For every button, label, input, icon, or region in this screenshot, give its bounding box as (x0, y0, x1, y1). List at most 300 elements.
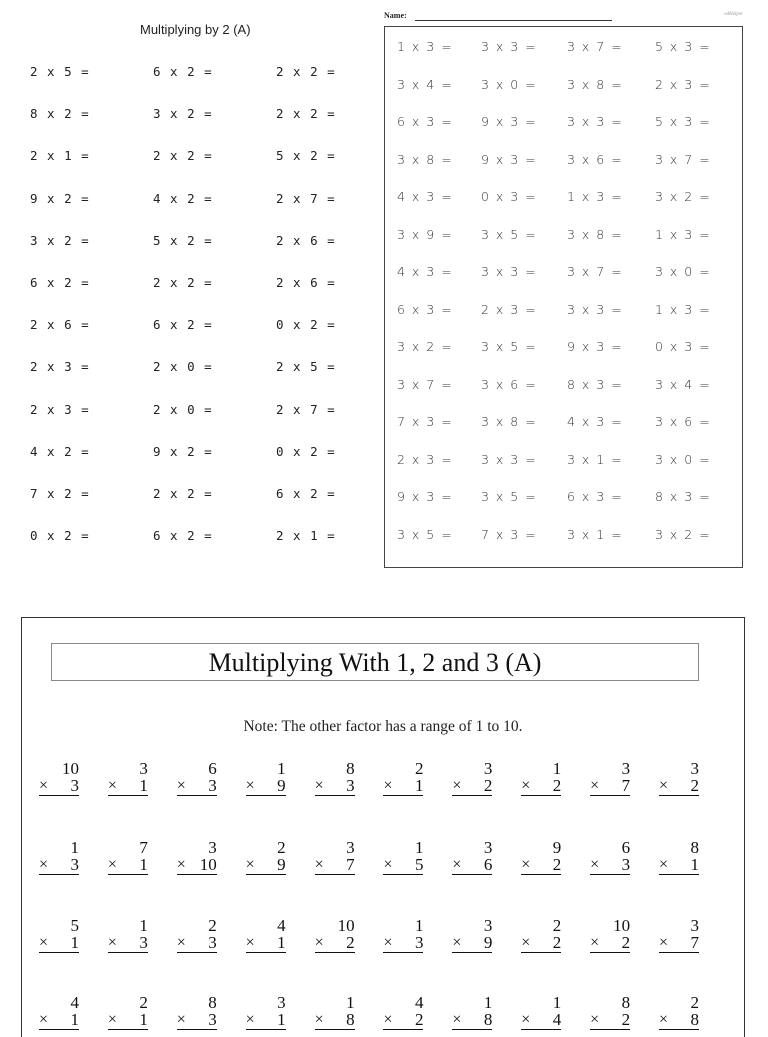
multiply-sign: × (107, 777, 117, 794)
problem-row (39, 917, 719, 953)
problem-cell: 1 x 3 = (655, 226, 712, 242)
problem-cell: 1 x 3 = (567, 189, 624, 204)
top-factor: 1 (139, 916, 148, 935)
top-factor: 6 (621, 838, 631, 857)
problem-cell: 2 x 3 = (397, 451, 454, 467)
bottom-factor: 7 (690, 933, 700, 952)
bottom-factor: 3 (70, 776, 79, 795)
problem-cell: 4 x 3 = (397, 264, 454, 279)
top-factor: 8 (208, 993, 217, 1012)
multiply-sign: × (39, 777, 49, 794)
bottom-factor-line (383, 1011, 423, 1030)
bottom-factor-line (177, 1011, 217, 1030)
multiply-sign: × (245, 1011, 255, 1028)
bottom-factor: 9 (277, 855, 286, 874)
vertical-problem (177, 839, 217, 875)
problem-cell: 3 x 3 = (481, 39, 538, 54)
bottom-factor-line (659, 777, 699, 796)
problem-cell: 2 x 6 = (30, 317, 90, 333)
bottom-factor: 1 (277, 1010, 286, 1029)
bottom-factor-line (246, 1011, 286, 1030)
problem-cell: 9 x 2 = (153, 443, 213, 459)
title-box (51, 643, 699, 681)
top-factor: 8 (621, 993, 631, 1012)
top-factor: 3 (690, 916, 700, 935)
problem-cell: 3 x 5 = (481, 489, 538, 504)
top-factor: 3 (483, 916, 493, 935)
multiply-sign: × (245, 777, 255, 794)
multiply-sign: × (383, 856, 393, 873)
problem-cell: 7 x 3 = (481, 526, 538, 542)
multiply-sign: × (383, 934, 393, 951)
vertical-problem (246, 994, 286, 1030)
top-factor: 3 (483, 838, 493, 857)
problem-cell: 9 x 3 = (567, 339, 624, 354)
problem-cell: 3 x 9 = (397, 226, 454, 242)
bottom-factor-line (452, 1011, 492, 1030)
problem-cell: 3 x 6 = (655, 414, 712, 429)
bottom-factor: 3 (208, 776, 217, 795)
top-factor: 3 (483, 759, 493, 778)
problem-cell: 2 x 2 = (276, 64, 336, 79)
multiply-sign: × (590, 934, 600, 951)
bottom-factor-line (452, 777, 492, 796)
top-factor: 2 (690, 993, 700, 1012)
multiply-sign: × (383, 777, 393, 794)
bottom-factor: 3 (208, 1010, 217, 1029)
top-factor: 10 (613, 916, 631, 935)
problem-cell: 3 x 5 = (481, 226, 538, 242)
worksheet-multiplying-1-2-3 (21, 617, 745, 1037)
bottom-factor-line (246, 777, 286, 796)
vertical-problem (452, 917, 492, 953)
problem-cell: 3 x 3 = (481, 264, 538, 279)
brand-mark: edHelper (724, 12, 743, 17)
problem-cell: 8 x 2 = (30, 106, 90, 122)
problem-cell: 2 x 2 = (153, 485, 213, 501)
bottom-factor: 8 (690, 1010, 700, 1029)
top-factor: 2 (552, 916, 562, 935)
multiply-sign: × (590, 1011, 600, 1028)
bottom-factor-line (659, 856, 699, 875)
problem-cell: 4 x 3 = (567, 414, 624, 429)
problem-cell: 2 x 2 = (153, 148, 213, 164)
problem-cell: 3 x 2 = (30, 232, 90, 248)
multiply-sign: × (521, 934, 531, 951)
top-factor: 1 (483, 993, 493, 1012)
bottom-factor-line (383, 934, 423, 953)
bottom-factor-line (315, 856, 355, 875)
top-factor: 1 (70, 838, 79, 857)
top-factor: 3 (621, 759, 631, 778)
bottom-factor-line (39, 856, 79, 875)
problem-cell: 2 x 6 = (276, 232, 336, 248)
vertical-problem (39, 994, 79, 1030)
multiply-sign: × (176, 856, 186, 873)
bottom-factor-line (452, 856, 492, 875)
problem-cell: 3 x 6 = (481, 376, 538, 392)
bottom-factor: 9 (483, 933, 493, 952)
problem-cell: 2 x 3 = (655, 76, 712, 92)
problem-cell: 3 x 8 = (481, 414, 538, 429)
bottom-factor-line (590, 934, 630, 953)
problem-cell: 2 x 1 = (30, 148, 90, 164)
problem-cell: 2 x 5 = (276, 359, 336, 375)
problem-cell: 6 x 2 = (153, 528, 213, 544)
vertical-problem (590, 760, 630, 796)
bottom-factor-line (521, 1011, 561, 1030)
bottom-factor-line (39, 934, 79, 953)
multiply-sign: × (245, 934, 255, 951)
vertical-problem (315, 839, 355, 875)
bottom-factor: 2 (414, 1010, 424, 1029)
bottom-factor-line (315, 934, 355, 953)
top-factor: 8 (690, 838, 700, 857)
multiply-sign: × (521, 1011, 531, 1028)
problem-cell: 3 x 0 = (655, 264, 712, 279)
problem-cell: 3 x 5 = (397, 526, 454, 542)
problem-cell: 3 x 1 = (567, 451, 624, 467)
problem-cell: 6 x 3 = (397, 114, 454, 129)
top-factor: 4 (70, 993, 79, 1012)
multiply-sign: × (659, 777, 669, 794)
problem-cell: 0 x 2 = (276, 443, 336, 459)
problem-cell: 8 x 3 = (567, 376, 624, 392)
problem-cell: 9 x 3 = (481, 151, 538, 167)
top-factor: 5 (70, 916, 79, 935)
vertical-problem (659, 994, 699, 1030)
vertical-problem (590, 917, 630, 953)
vertical-problem (590, 994, 630, 1030)
top-factor: 1 (552, 993, 562, 1012)
top-factor: 1 (346, 993, 355, 1012)
worksheet-title: Multiplying by 2 (A) (140, 22, 251, 37)
problem-cell: 3 x 5 = (481, 339, 538, 354)
problem-cell: 2 x 7 = (276, 401, 336, 417)
bottom-factor: 8 (483, 1010, 493, 1029)
bottom-factor: 2 (621, 933, 631, 952)
bottom-factor-line (383, 777, 423, 796)
bottom-factor: 1 (70, 933, 79, 952)
problem-cell: 1 x 3 = (655, 301, 712, 317)
multiply-sign: × (659, 1011, 669, 1028)
multiply-sign: × (314, 1011, 324, 1028)
bottom-factor: 3 (70, 855, 79, 874)
problem-cell: 9 x 3 = (397, 489, 454, 504)
bottom-factor: 2 (346, 933, 355, 952)
problem-cell: 3 x 2 = (655, 189, 712, 204)
problem-grid (30, 64, 376, 570)
multiply-sign: × (659, 934, 669, 951)
problem-cell: 3 x 0 = (481, 76, 538, 92)
bottom-factor-line (590, 777, 630, 796)
multiply-sign: × (590, 856, 600, 873)
multiply-sign: × (452, 934, 462, 951)
top-factor: 4 (414, 993, 424, 1012)
bottom-factor: 1 (139, 776, 148, 795)
top-factor: 6 (208, 759, 217, 778)
worksheet-multiplying-by-3 (384, 8, 745, 570)
problem-row (39, 760, 719, 796)
problem-cell: 5 x 2 = (153, 232, 213, 248)
top-factor: 3 (346, 838, 355, 857)
bottom-factor: 3 (621, 855, 631, 874)
vertical-problem (108, 994, 148, 1030)
problem-cell: 3 x 7 = (655, 151, 712, 167)
problem-cell: 8 x 3 = (655, 489, 712, 504)
problem-cell: 2 x 0 = (153, 359, 213, 375)
bottom-factor-line (246, 934, 286, 953)
problem-cell: 6 x 3 = (397, 301, 454, 317)
multiply-sign: × (107, 1011, 117, 1028)
bottom-factor-line (177, 777, 217, 796)
problem-cell: 7 x 2 = (30, 485, 90, 501)
bottom-factor-line (246, 856, 286, 875)
problem-cell: 3 x 4 = (397, 76, 454, 92)
vertical-problem (246, 917, 286, 953)
bottom-factor: 2 (621, 1010, 631, 1029)
range-note: Note: The other factor has a range of 1 to 10. (243, 718, 523, 735)
multiply-sign: × (452, 856, 462, 873)
problem-cell: 5 x 3 = (655, 114, 712, 129)
problem-cell: 6 x 2 = (153, 64, 213, 79)
problem-row (39, 994, 719, 1030)
problem-cell: 0 x 3 = (655, 339, 712, 354)
problem-cell: 0 x 2 = (30, 528, 90, 544)
problem-row (39, 839, 719, 875)
problem-cell: 7 x 3 = (397, 414, 454, 429)
bottom-factor: 4 (552, 1010, 562, 1029)
problem-cell: 3 x 8 = (567, 76, 624, 92)
vertical-problem (521, 760, 561, 796)
bottom-factor-line (659, 934, 699, 953)
worksheet-multiplying-by-2 (0, 0, 380, 570)
problem-cell: 3 x 2 = (397, 339, 454, 354)
vertical-problem (108, 839, 148, 875)
vertical-problem (452, 760, 492, 796)
bottom-factor: 1 (277, 933, 286, 952)
vertical-problem (315, 994, 355, 1030)
bottom-factor: 9 (277, 776, 286, 795)
problem-cell: 3 x 7 = (397, 376, 454, 392)
bottom-factor: 7 (346, 855, 355, 874)
top-factor: 1 (414, 838, 424, 857)
problem-cell: 6 x 2 = (30, 274, 90, 290)
multiply-sign: × (452, 777, 462, 794)
bottom-factor: 2 (552, 776, 562, 795)
vertical-problem (315, 760, 355, 796)
vertical-problem (659, 917, 699, 953)
bottom-factor-line (108, 856, 148, 875)
multiply-sign: × (39, 1011, 49, 1028)
vertical-problem (521, 917, 561, 953)
problem-cell: 0 x 2 = (276, 317, 336, 333)
vertical-problem (177, 760, 217, 796)
vertical-problem (108, 760, 148, 796)
problem-cell: 5 x 2 = (276, 148, 336, 164)
problem-cell: 3 x 7 = (567, 264, 624, 279)
bottom-factor: 8 (346, 1010, 355, 1029)
vertical-problem (246, 760, 286, 796)
problem-cell: 5 x 3 = (655, 39, 712, 54)
bottom-factor-line (108, 934, 148, 953)
bottom-factor-line (108, 777, 148, 796)
vertical-problem (383, 839, 423, 875)
bottom-factor-line (39, 777, 79, 796)
top-factor: 1 (277, 759, 286, 778)
problem-cell: 3 x 0 = (655, 451, 712, 467)
problem-cell: 3 x 1 = (567, 526, 624, 542)
problem-cell: 4 x 3 = (397, 189, 454, 204)
multiply-sign: × (383, 1011, 393, 1028)
top-factor: 7 (139, 838, 148, 857)
problem-box (384, 26, 743, 568)
top-factor: 1 (414, 916, 424, 935)
problem-cell: 2 x 3 = (30, 359, 90, 375)
problem-cell: 3 x 8 = (397, 151, 454, 167)
bottom-factor: 2 (690, 776, 700, 795)
vertical-problem (315, 917, 355, 953)
multiply-sign: × (659, 856, 669, 873)
vertical-problem (39, 839, 79, 875)
bottom-factor-line (590, 856, 630, 875)
bottom-factor: 2 (552, 933, 562, 952)
problem-cell: 3 x 2 = (655, 526, 712, 542)
problem-cell: 2 x 2 = (276, 106, 336, 122)
bottom-factor: 3 (414, 933, 424, 952)
top-factor: 10 (62, 759, 79, 778)
top-factor: 2 (414, 759, 424, 778)
worksheet-title: Multiplying With 1, 2 and 3 (A) (208, 648, 542, 677)
top-factor: 4 (277, 916, 286, 935)
vertical-problem (452, 839, 492, 875)
problem-cell: 4 x 2 = (30, 443, 90, 459)
problem-cell: 3 x 6 = (567, 151, 624, 167)
top-factor: 3 (139, 759, 148, 778)
problem-cell: 1 x 3 = (397, 39, 454, 54)
problem-cell: 9 x 3 = (481, 114, 538, 129)
bottom-factor-line (39, 1011, 79, 1030)
top-factor: 8 (346, 759, 355, 778)
vertical-problem (659, 839, 699, 875)
problem-cell: 2 x 3 = (481, 301, 538, 317)
multiply-sign: × (176, 934, 186, 951)
name-line (415, 20, 612, 21)
top-factor: 2 (277, 838, 286, 857)
bottom-factor: 10 (199, 855, 217, 874)
problem-grid (397, 39, 735, 564)
vertical-problem (383, 917, 423, 953)
bottom-factor-line (590, 1011, 630, 1030)
multiply-sign: × (452, 1011, 462, 1028)
multiply-sign: × (590, 777, 600, 794)
top-factor: 2 (208, 916, 217, 935)
problem-cell: 3 x 2 = (153, 106, 213, 122)
vertical-problem (521, 839, 561, 875)
bottom-factor: 3 (208, 933, 217, 952)
multiply-sign: × (314, 856, 324, 873)
multiply-sign: × (107, 856, 117, 873)
problem-cell: 3 x 4 = (655, 376, 712, 392)
problem-cell: 2 x 0 = (153, 401, 213, 417)
vertical-problem (521, 994, 561, 1030)
top-factor: 3 (277, 993, 286, 1012)
multiply-sign: × (521, 777, 531, 794)
vertical-problem (452, 994, 492, 1030)
bottom-factor: 3 (139, 933, 148, 952)
vertical-problem (39, 760, 79, 796)
bottom-factor-line (177, 934, 217, 953)
vertical-problem (383, 994, 423, 1030)
vertical-problem (108, 917, 148, 953)
bottom-factor-line (521, 777, 561, 796)
multiply-sign: × (521, 856, 531, 873)
bottom-factor-line (521, 934, 561, 953)
name-label: Name: (384, 11, 407, 20)
top-factor: 10 (337, 916, 355, 935)
bottom-factor-line (108, 1011, 148, 1030)
top-factor: 1 (552, 759, 562, 778)
problem-cell: 3 x 3 = (567, 114, 624, 129)
bottom-factor: 2 (552, 855, 562, 874)
bottom-factor: 5 (414, 855, 424, 874)
top-factor: 3 (208, 838, 217, 857)
bottom-factor-line (659, 1011, 699, 1030)
bottom-factor: 1 (70, 1010, 79, 1029)
problem-cell: 2 x 6 = (276, 274, 336, 290)
multiply-sign: × (245, 856, 255, 873)
problem-cell: 2 x 3 = (30, 401, 90, 417)
multiply-sign: × (107, 934, 117, 951)
bottom-factor-line (315, 777, 355, 796)
vertical-problem (177, 917, 217, 953)
bottom-factor-line (177, 856, 217, 875)
problem-cell: 2 x 7 = (276, 190, 336, 206)
problem-cell: 3 x 8 = (567, 226, 624, 242)
problem-cell: 4 x 2 = (153, 190, 213, 206)
vertical-problem (383, 760, 423, 796)
bottom-factor: 7 (621, 776, 631, 795)
multiply-sign: × (176, 1011, 186, 1028)
problem-cell: 6 x 3 = (567, 489, 624, 504)
bottom-factor: 6 (483, 855, 493, 874)
multiply-sign: × (314, 934, 324, 951)
problem-cell: 6 x 2 = (153, 317, 213, 333)
problem-cell: 9 x 2 = (30, 190, 90, 206)
bottom-factor: 1 (139, 855, 148, 874)
problem-cell: 6 x 2 = (276, 485, 336, 501)
problem-cell: 2 x 2 = (153, 274, 213, 290)
bottom-factor-line (452, 934, 492, 953)
problem-cell: 2 x 5 = (30, 64, 90, 79)
top-factor: 2 (139, 993, 148, 1012)
problem-cell: 3 x 3 = (481, 451, 538, 467)
bottom-factor: 1 (139, 1010, 148, 1029)
bottom-factor-line (521, 856, 561, 875)
bottom-factor-line (315, 1011, 355, 1030)
multiply-sign: × (314, 777, 324, 794)
vertical-problem (177, 994, 217, 1030)
multiply-sign: × (39, 856, 49, 873)
top-factor: 9 (552, 838, 562, 857)
multiply-sign: × (39, 934, 49, 951)
bottom-factor-line (383, 856, 423, 875)
top-factor: 3 (690, 759, 700, 778)
vertical-problem (590, 839, 630, 875)
vertical-problem (246, 839, 286, 875)
problem-cell: 3 x 7 = (567, 39, 624, 54)
bottom-factor: 3 (346, 776, 355, 795)
